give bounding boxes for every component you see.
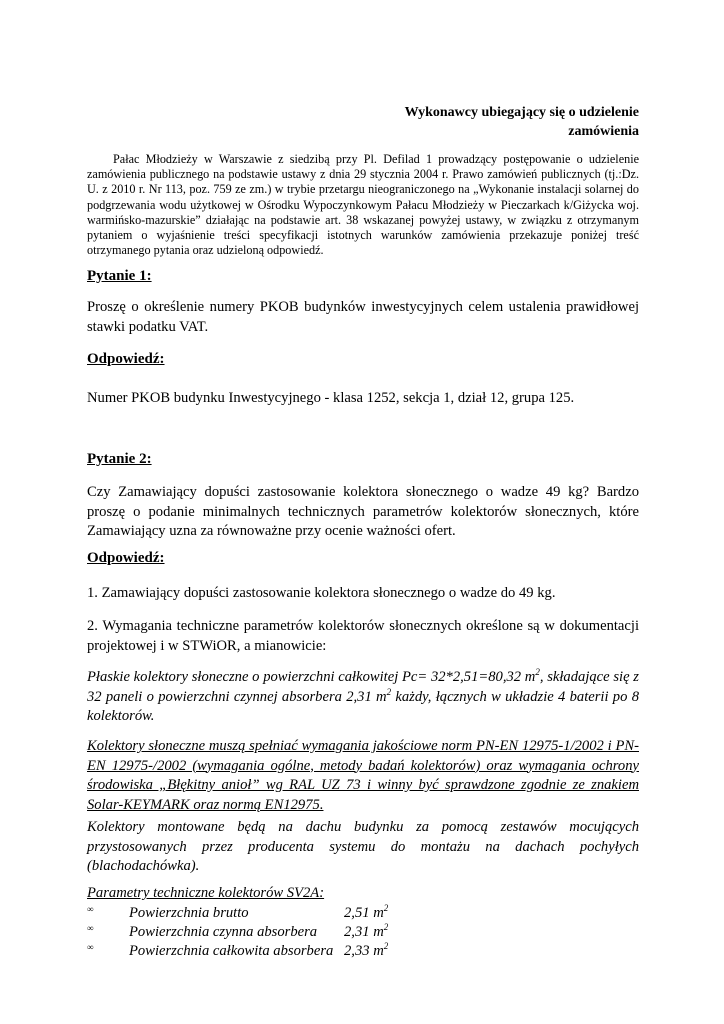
params-list-item (87, 923, 487, 942)
param-value-text: 2,31 m (344, 924, 384, 940)
param-name: Powierzchnia czynna absorbera (129, 924, 318, 940)
mounting-paragraph: Kolektory montowane będą na dachu budynku za pomocą zestawów mocujących przystosowanych przez producenta systemu do montażu na dachach pochyłych (blachodachówka). (87, 819, 639, 874)
param-value (344, 942, 388, 961)
answer-2-heading: Odpowiedź: (87, 550, 165, 566)
params-title: Parametry techniczne kolektorów SV2A: (87, 885, 325, 901)
params-list-item (87, 904, 487, 923)
answer-2-point-1: 1. Zamawiający dopuści zastosowanie kolektora słonecznego o wadze do 49 kg. (87, 585, 556, 601)
flat-superscript-2: 2 (386, 686, 392, 697)
question-2-text: Czy Zamawiający dopuści zastosowanie kolektora słonecznego o wadze 49 kg? Bardzo proszę o podanie minimalnych technicznych parametrów kolektorów słonecznych, które Zamawiający uzna za równoważne przy ocenie ważności ofert. (87, 484, 639, 539)
param-value-text: 2,51 m (344, 905, 384, 921)
flat-text-part-1: Płaskie kolektory słoneczne o powierzchni całkowitej Pc= 32*2,51=80,32 m (87, 669, 536, 685)
flat-text-part-2: , składające się z 32 paneli o powierzchni czynnej absorbera 2,31 m (87, 669, 639, 705)
params-list-item (87, 942, 487, 961)
param-value-superscript: 2 (383, 903, 389, 914)
answer-2-point-2: 2. Wymagania techniczne parametrów kolektorów słonecznych określone są w dokumentacji projektowej i w STWiOR, a mianowicie: (87, 618, 639, 654)
flat-superscript-1: 2 (535, 667, 540, 678)
infinity-bullet-icon: ∞ (87, 904, 94, 914)
answer-1-heading: Odpowiedź: (87, 351, 165, 367)
addressee-line-2: zamówienia (568, 124, 639, 139)
intro-paragraph: Pałac Młodzieży w Warszawie z siedzibą przy Pl. Defilad 1 prowadzący postępowanie o udzielenie zamówienia publicznego na podstawie ustawy z dnia 29 stycznia 2004 r. Prawo zamówień publicznych (tj.:Dz. U. z 2010 r. Nr 113, poz. 759 ze zm.) w trybie przetargu nieograniczonego na „Wykonanie instalacji solarnej do podgrzewania wodu użytkowej w Ośrodku Wypoczynkowym Pałacu Młodzieży w Pieczarkach k/Giżycka woj. warmińsko-mazurskie” działając na podstawie art. 38 wskazanej powyżej ustawy, w związku z otrzymanym pytaniem o wyjaśnienie treści specyfikacji istotnych warunków zamówienia przekazuje poniżej treść otrzymanego pytania oraz udzieloną odpowiedź. (87, 152, 639, 258)
param-value-text: 2,33 m (344, 943, 384, 959)
infinity-bullet-icon: ∞ (87, 923, 94, 933)
question-2-heading: Pytanie 2: (87, 451, 152, 467)
answer-1-text: Numer PKOB budynku Inwestycyjnego - klasa 1252, sekcja 1, dział 12, grupa 125. (87, 390, 575, 406)
question-1-text: Proszę o określenie numery PKOB budynków inwestycyjnych celem ustalenia prawidłowej stawki podatku VAT. (87, 299, 639, 335)
param-name: Powierzchnia brutto (129, 905, 249, 921)
param-value-superscript: 2 (383, 941, 389, 952)
addressee-block (339, 103, 639, 141)
param-name: Powierzchnia całkowita absorbera (129, 943, 334, 959)
flat-text-part-3: każdy, łącznych w układzie 4 baterii po 8 kolektorów. (87, 688, 639, 724)
params-list (87, 904, 487, 961)
question-1-heading: Pytanie 1: (87, 268, 152, 284)
addressee-line-1: Wykonawcy ubiegający się o udzielenie (404, 105, 639, 120)
param-value (344, 904, 388, 923)
flat-collectors-paragraph (87, 668, 639, 727)
norms-paragraph: Kolektory słoneczne muszą spełniać wymagania jakościowe norm PN-EN 12975-1/2002 i PN-EN 12975-/2002 (wymagania ogólne, metody badań kolektorów) oraz wymagania ochrony środowiska „Błękitny anioł” wg RAL UZ 73 i winny być sprawdzone zgodnie ze znakiem Solar-KEYMARK oraz normą EN12975. (87, 738, 639, 813)
param-value-superscript: 2 (383, 922, 389, 933)
infinity-bullet-icon: ∞ (87, 942, 94, 952)
param-value (344, 923, 388, 942)
